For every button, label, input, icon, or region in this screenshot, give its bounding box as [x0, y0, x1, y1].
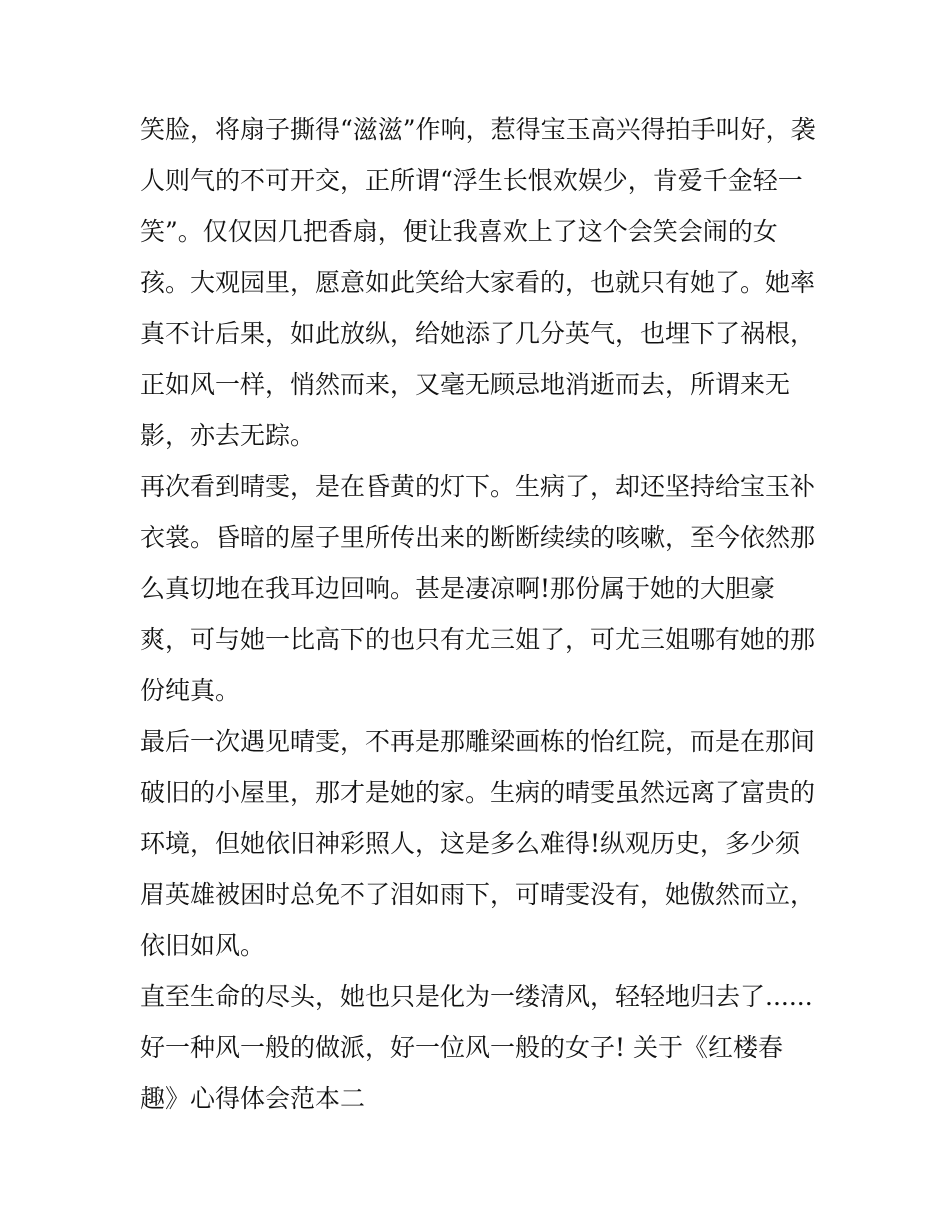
text-line: 影，亦去无踪。	[140, 421, 316, 450]
text-line: 好一种风一般的做派，好一位风一般的女子! 关于《红楼春	[140, 1033, 783, 1062]
text-line: 破旧的小屋里，那才是她的家。生病的晴雯虽然远离了富贵的	[140, 778, 816, 807]
text-line: 再次看到晴雯，是在昏黄的灯下。生病了，却还坚持给宝玉补	[140, 472, 816, 501]
text-line: 最后一次遇见晴雯，不再是那雕梁画栋的怡红院，而是在那间	[140, 727, 816, 756]
text-line: 爽，可与她一比高下的也只有尤三姐了，可尤三姐哪有她的那	[140, 625, 816, 654]
text-line: 么真切地在我耳边回响。甚是凄凉啊!那份属于她的大胆豪	[140, 574, 776, 603]
document-body	[140, 104, 830, 1124]
text-line: 笑”。仅仅因几把香扇，便让我喜欢上了这个会笑会闹的女	[140, 217, 778, 246]
text-line: 趣》心得体会范本二	[140, 1084, 366, 1113]
text-line: 份纯真。	[140, 676, 241, 705]
text-line: 依旧如风。	[140, 931, 266, 960]
text-line: 环境，但她依旧神彩照人，这是多么难得!纵观历史，多少须	[140, 829, 801, 858]
text-line: 眉英雄被困时总免不了泪如雨下，可晴雯没有，她傲然而立，	[140, 880, 816, 909]
text-line: 孩。大观园里，愿意如此笑给大家看的，也就只有她了。她率	[140, 268, 816, 297]
text-line: 直至生命的尽头，她也只是化为一缕清风，轻轻地归去了......	[140, 982, 813, 1011]
text-line: 真不计后果，如此放纵，给她添了几分英气，也埋下了祸根，	[140, 319, 816, 348]
text-line: 正如风一样，悄然而来，又毫无顾忌地消逝而去，所谓来无	[140, 370, 791, 399]
text-line: 笑脸，将扇子撕得“滋滋”作响，惹得宝玉高兴得拍手叫好，袭	[140, 115, 816, 144]
text-line: 衣裳。昏暗的屋子里所传出来的断断续续的咳嗽，至今依然那	[140, 523, 816, 552]
text-line: 人则气的不可开交，正所谓“浮生长恨欢娱少，肯爱千金轻一	[140, 166, 803, 195]
